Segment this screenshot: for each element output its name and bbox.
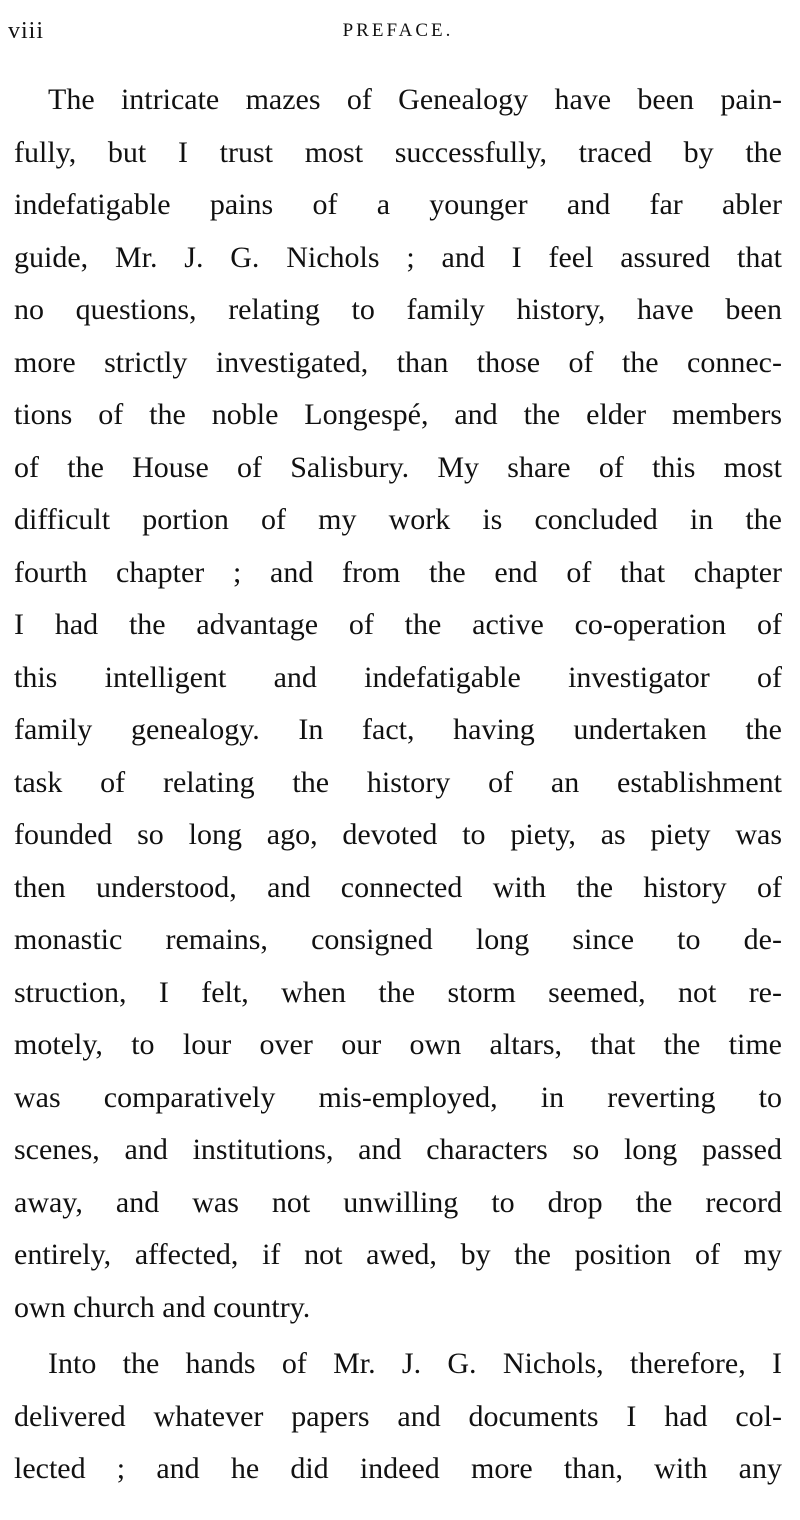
- text-line: guide, Mr. J. G. Nichols ; and I feel assured that: [14, 240, 782, 274]
- text-line: difficult portion of my work is concluded in the: [14, 503, 782, 536]
- text-line: I had the advantage of the active co-operation of: [14, 608, 782, 641]
- body-text: [14, 74, 782, 1496]
- text-line: family genealogy. In fact, having undertaken the: [14, 713, 782, 746]
- text-line: delivered whatever papers and documents I had col-: [14, 1399, 782, 1433]
- text-line: fourth chapter ; and from the end of that chapter: [14, 555, 782, 589]
- text-line: away, and was not unwilling to drop the record: [14, 1185, 782, 1219]
- text-line: founded so long ago, devoted to piety, as piety was: [14, 818, 782, 851]
- text-line: indefatigable pains of a younger and far abler: [14, 188, 782, 221]
- text-line: scenes, and institutions, and characters so long passed: [14, 1133, 782, 1166]
- text-line: was comparatively mis-employed, in reverting to: [14, 1080, 782, 1114]
- text-line: tions of the noble Longespé, and the elder members: [14, 398, 782, 431]
- header-title: PREFACE.: [342, 20, 454, 41]
- text-line: entirely, affected, if not awed, by the position of my: [14, 1238, 782, 1271]
- text-line: motely, to lour over our own altars, that the time: [14, 1028, 782, 1061]
- text-line: fully, but I trust most successfully, traced by the: [14, 135, 782, 169]
- text-line: struction, I felt, when the storm seemed, not re-: [14, 975, 782, 1009]
- text-line: own church and country.: [14, 1290, 311, 1324]
- text-line: this intelligent and indefatigable investigator of: [14, 660, 782, 694]
- page-number: viii: [8, 18, 45, 44]
- text-line: no questions, relating to family history, have been: [14, 293, 782, 326]
- paragraph-2: [14, 1338, 782, 1496]
- paragraph-1: [14, 74, 782, 1334]
- text-line: more strictly investigated, than those of the connec-: [14, 345, 782, 379]
- text-line: task of relating the history of an establishment: [14, 765, 782, 799]
- text-line: then understood, and connected with the history of: [14, 870, 782, 904]
- text-line: monastic remains, consigned long since to de-: [14, 923, 782, 956]
- running-head: [8, 18, 778, 48]
- text-line: of the House of Salisbury. My share of this most: [14, 450, 782, 484]
- text-line: Into the hands of Mr. J. G. Nichols, therefore, I: [48, 1347, 782, 1380]
- text-line: The intricate mazes of Genealogy have been pain-: [48, 83, 782, 116]
- text-line: lected ; and he did indeed more than, with any: [14, 1452, 782, 1485]
